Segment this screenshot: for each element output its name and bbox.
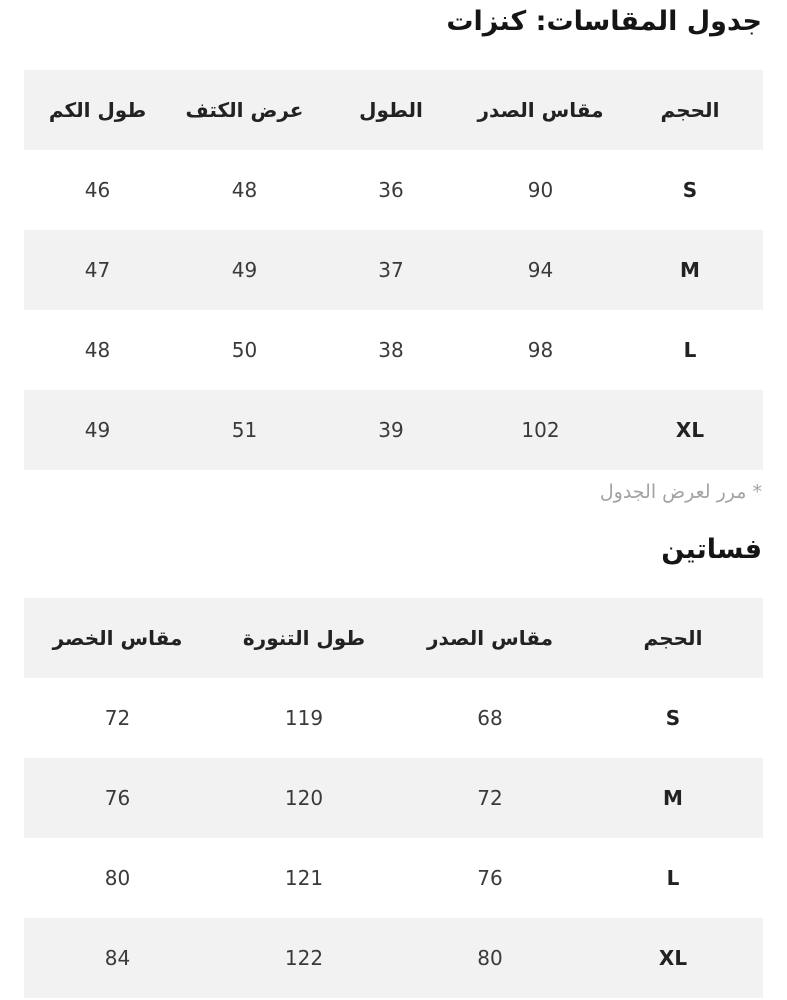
scroll-hint: * مرر لعرض الجدول — [599, 481, 762, 503]
table-cell: 72 — [104, 706, 131, 730]
table-cell: 49 — [231, 258, 258, 282]
table-cell: 38 — [378, 338, 404, 362]
size-cell: S — [682, 178, 698, 202]
table-row — [24, 678, 763, 758]
table-cell: 48 — [84, 338, 111, 362]
dresses-size-table — [24, 598, 763, 998]
table-cell: 51 — [231, 418, 258, 442]
header-shoulder-width: عرض الكتف — [185, 98, 304, 122]
sweaters-size-table — [24, 70, 763, 470]
header-chest: مقاس الصدر — [477, 98, 604, 122]
table-cell: 72 — [477, 786, 503, 810]
table-cell: 120 — [284, 786, 324, 810]
table-cell: 37 — [378, 258, 404, 282]
table-cell: 50 — [231, 338, 258, 362]
table-cell: 122 — [284, 946, 324, 970]
sweaters-title: جدول المقاسات: كنزات — [446, 6, 762, 37]
size-cell: M — [680, 258, 700, 282]
table-cell: 119 — [284, 706, 324, 730]
table-cell: 68 — [477, 706, 503, 730]
table-row — [24, 758, 763, 838]
table-cell: 76 — [104, 786, 131, 810]
table-row — [24, 918, 763, 998]
header-chest: مقاس الصدر — [427, 626, 553, 650]
table-row — [24, 230, 763, 310]
size-cell: L — [666, 866, 680, 890]
size-cell: XL — [675, 418, 705, 442]
header-sleeve-length: طول الكم — [48, 98, 147, 122]
table-cell: 80 — [477, 946, 503, 970]
table-cell: 46 — [84, 178, 111, 202]
table-cell: 76 — [477, 866, 503, 890]
table-cell: 48 — [231, 178, 258, 202]
header-size: الحجم — [643, 626, 703, 650]
table-row — [24, 150, 763, 230]
header-length: الطول — [359, 98, 423, 122]
size-cell: M — [663, 786, 683, 810]
table-cell: 47 — [84, 258, 111, 282]
table-cell: 121 — [284, 866, 324, 890]
size-cell: S — [665, 706, 681, 730]
table-header-row — [24, 598, 763, 678]
table-cell: 36 — [378, 178, 404, 202]
table-header-row — [24, 70, 763, 150]
table-cell: 80 — [104, 866, 131, 890]
header-waist: مقاس الخصر — [52, 626, 183, 650]
table-cell: 102 — [521, 418, 560, 442]
dresses-title: فساتين — [661, 534, 762, 565]
table-cell: 39 — [378, 418, 404, 442]
header-size: الحجم — [660, 98, 720, 122]
table-row — [24, 310, 763, 390]
size-cell: L — [683, 338, 697, 362]
table-row — [24, 390, 763, 470]
header-skirt-length: طول التنورة — [242, 626, 366, 650]
table-cell: 94 — [527, 258, 554, 282]
table-cell: 90 — [527, 178, 554, 202]
table-cell: 98 — [527, 338, 554, 362]
table-row — [24, 838, 763, 918]
table-cell: 49 — [84, 418, 111, 442]
size-cell: XL — [658, 946, 688, 970]
table-cell: 84 — [104, 946, 131, 970]
